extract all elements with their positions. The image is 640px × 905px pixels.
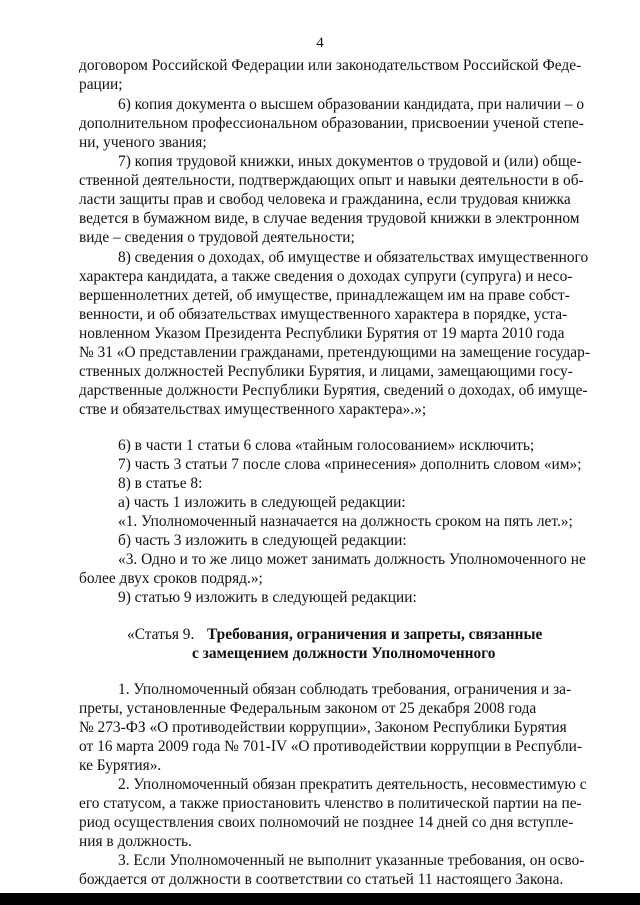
- text-line: дарственные должности Республики Бурятия, сведений о доходах, об имуще-: [79, 382, 588, 399]
- text-line: более двух сроков подряд.»;: [79, 570, 263, 587]
- list-item-line: 9) статью 9 изложить в следующей редакции:: [118, 589, 417, 606]
- text-line: ласти защиты прав и свобод человека и гражданина, если трудовая книжка: [79, 191, 571, 208]
- text-line: риод осуществления своих полномочий не позднее 14 дней со дня вступле-: [79, 814, 574, 831]
- text-line: № 273-ФЗ «О противодействии коррупции», Законом Республики Бурятия: [79, 719, 567, 736]
- text-line: ственных должностей Республики Бурятия, и лицами, замещающими госу-: [79, 363, 573, 380]
- text-line: бождается от должности в соответствии со статьей 11 настоящего Закона.: [79, 871, 564, 888]
- text-line: ке Бурятия».: [79, 757, 162, 774]
- list-item-line: 7) копия трудовой книжки, иных документов о трудовой и (или) обще-: [118, 153, 582, 170]
- list-item-line: 8) сведения о доходах, об имуществе и обязательствах имущественного: [118, 249, 589, 266]
- article-heading-continued: с замещением должности Уполномоченного: [192, 645, 496, 662]
- text-line: вершеннолетних детей, об имуществе, принадлежащем им на праве собст-: [79, 287, 570, 304]
- text-line: стве и обязательствах имущественного характера».»;: [79, 401, 427, 418]
- list-item-line: 2. Уполномоченный обязан прекратить деятельность, несовместимую с: [118, 776, 587, 793]
- text-line: от 16 марта 2009 года № 701-IV «О противодействии коррупции в Республи-: [79, 738, 583, 755]
- list-item-line: 6) копия документа о высшем образовании кандидата, при наличии – о: [118, 96, 585, 113]
- text-line: договором Российской Федерации или законодательством Российской Феде-: [79, 57, 582, 74]
- list-item-line: «3. Одно и то же лицо может занимать должность Уполномоченного не: [118, 551, 586, 568]
- page-number: 4: [316, 35, 324, 51]
- text-line: характера кандидата, а также сведения о доходах супруги (супруга) и несо-: [79, 268, 573, 285]
- list-item-line: 1. Уполномоченный обязан соблюдать требования, ограничения и за-: [118, 681, 572, 698]
- text-line: ни, ученого звания;: [79, 134, 207, 151]
- text-line: ведется в бумажном виде, в случае ведения трудовой книжки в электронном: [79, 210, 580, 227]
- list-item-line: 3. Если Уполномоченный не выполнит указанные требования, он осво-: [118, 852, 585, 869]
- list-item-line: а) часть 1 изложить в следующей редакции:: [118, 494, 406, 511]
- text-line: № 31 «О представлении гражданами, претендующими на замещение государ-: [79, 344, 590, 361]
- article-number: «Статья 9.: [127, 626, 195, 643]
- scan-edge-bar: [0, 893, 640, 905]
- text-line: новленном Указом Президента Республики Бурятия от 19 марта 2010 года: [79, 325, 565, 342]
- article-heading: Требования, ограничения и запреты, связанные: [207, 626, 543, 643]
- list-item-line: 6) в части 1 статьи 6 слова «тайным голосованием» исключить;: [118, 437, 535, 454]
- list-item-line: 8) в статье 8:: [118, 475, 203, 492]
- text-line: его статусом, а также приостановить членство в политической партии на пе-: [79, 795, 582, 812]
- text-line: преты, установленные Федеральным законом от 25 декабря 2008 года: [79, 700, 537, 717]
- list-item-line: 7) часть 3 статьи 7 после слова «принесения» дополнить словом «им»;: [118, 456, 582, 473]
- text-line: виде – сведения о трудовой деятельности;: [79, 229, 355, 246]
- text-line: дополнительном профессиональном образовании, присвоении ученой степе-: [79, 115, 584, 132]
- text-line: рации;: [79, 76, 123, 93]
- list-item-line: «1. Уполномоченный назначается на должность сроком на пять лет.»;: [118, 513, 573, 530]
- text-line: ственной деятельности, подтверждающих опыт и навыки деятельности в об-: [79, 172, 584, 189]
- text-line: венности, и об обязательствах имущественного характера в порядке, уста-: [79, 306, 568, 323]
- list-item-line: б) часть 3 изложить в следующей редакции:: [118, 532, 407, 549]
- text-line: ния в должность.: [79, 833, 192, 850]
